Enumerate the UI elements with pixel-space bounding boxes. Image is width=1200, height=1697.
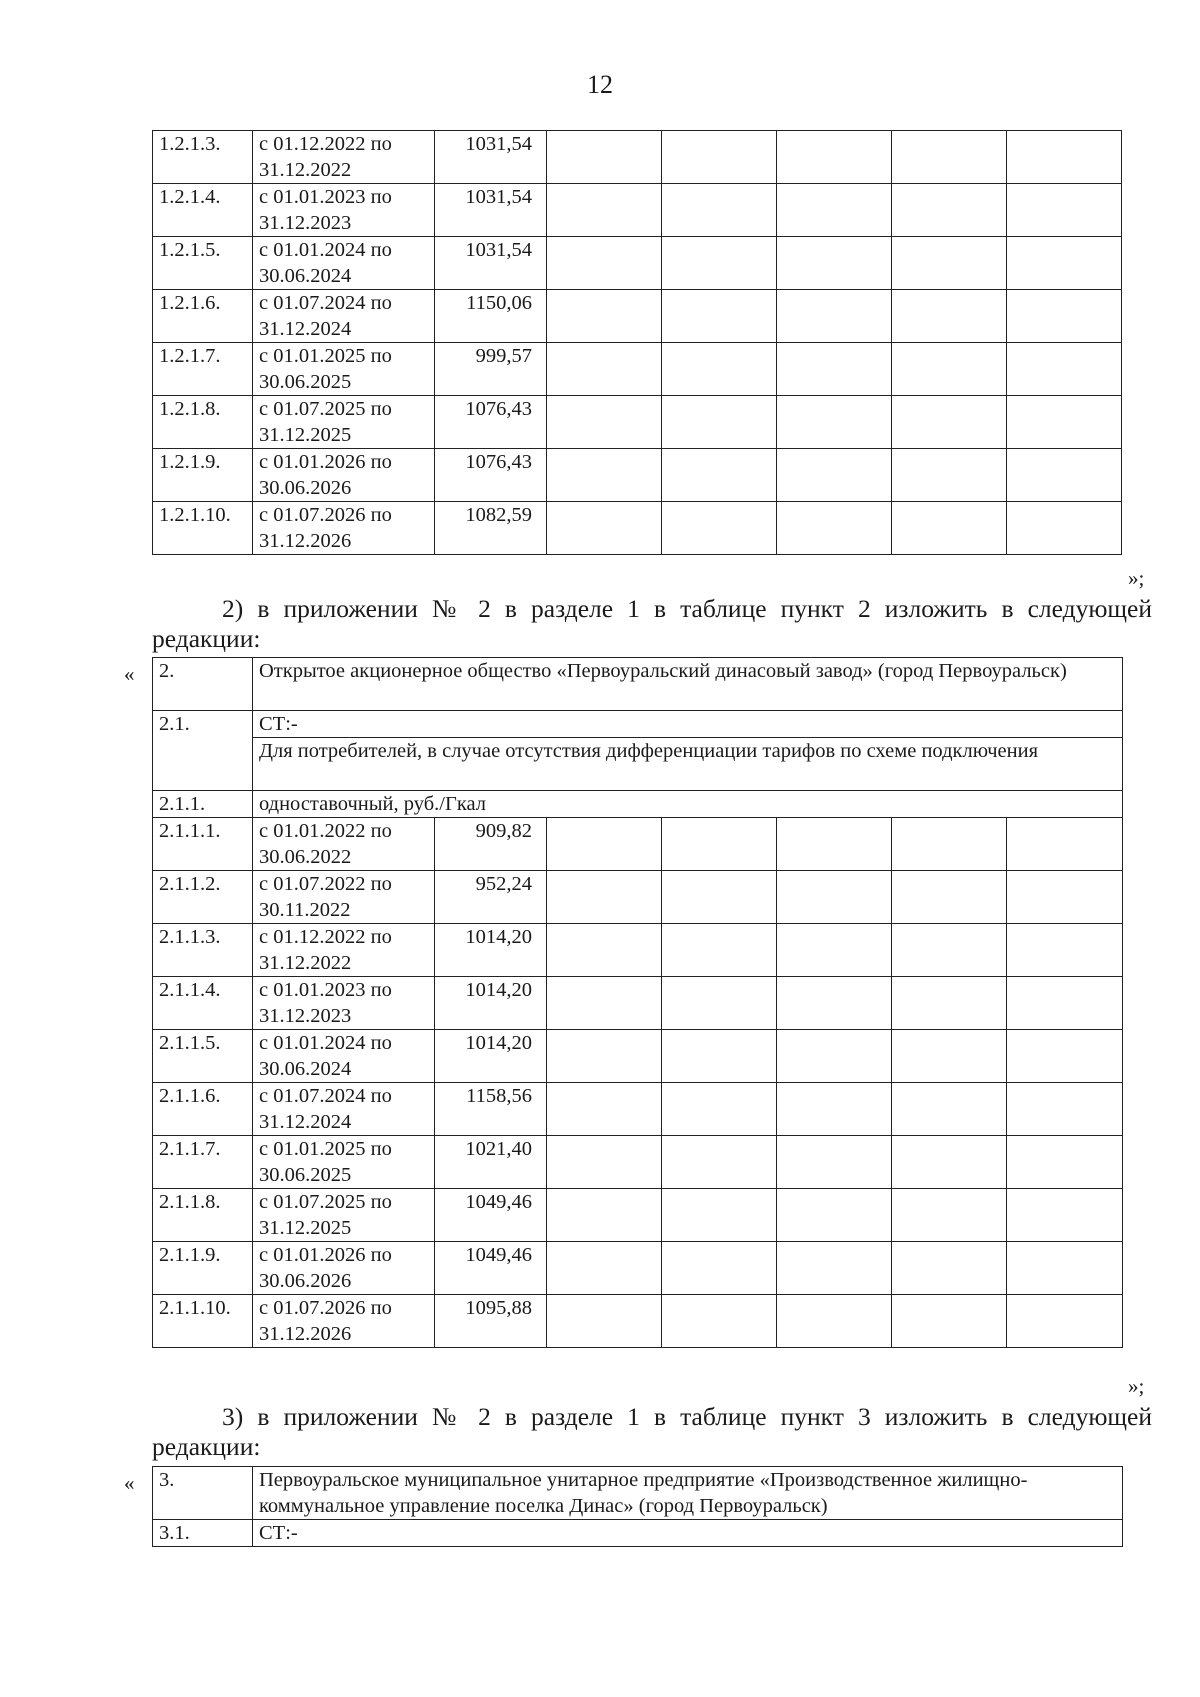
tariff-value: 952,24 bbox=[435, 871, 547, 924]
empty-cell bbox=[1007, 396, 1122, 449]
period-cell bbox=[253, 1083, 435, 1136]
period-start: с 01.07.2025 по bbox=[259, 1191, 392, 1213]
paragraph-item-2 bbox=[152, 594, 1152, 654]
empty-cell bbox=[1007, 343, 1122, 396]
period-cell bbox=[253, 1030, 435, 1083]
period-end: 30.06.2025 bbox=[259, 371, 352, 393]
tariff-value: 1049,46 bbox=[435, 1242, 547, 1295]
row-number: 2.1.1.7. bbox=[153, 1136, 253, 1189]
empty-cell bbox=[1007, 449, 1122, 502]
period-end: 30.06.2026 bbox=[259, 477, 352, 499]
empty-cell bbox=[547, 290, 662, 343]
period-end: 31.12.2023 bbox=[259, 212, 352, 234]
period-end: 31.12.2026 bbox=[259, 1323, 352, 1345]
empty-cell bbox=[547, 449, 662, 502]
empty-cell bbox=[777, 1295, 892, 1348]
tariff-value: 999,57 bbox=[435, 343, 547, 396]
empty-cell bbox=[892, 290, 1007, 343]
period-start: с 01.01.2024 по bbox=[259, 239, 392, 261]
period-cell bbox=[253, 343, 435, 396]
paragraph-line: редакции: bbox=[152, 624, 261, 653]
period-start: с 01.01.2025 по bbox=[259, 1138, 392, 1160]
empty-cell bbox=[892, 977, 1007, 1030]
tariff-value: 1031,54 bbox=[435, 184, 547, 237]
period-end: 31.12.2024 bbox=[259, 1111, 352, 1133]
empty-cell bbox=[892, 1083, 1007, 1136]
empty-cell bbox=[662, 449, 777, 502]
empty-cell bbox=[1007, 290, 1122, 343]
empty-cell bbox=[892, 1242, 1007, 1295]
empty-cell bbox=[1007, 977, 1123, 1030]
empty-cell bbox=[777, 1083, 892, 1136]
table-row bbox=[153, 290, 1122, 343]
empty-cell bbox=[1007, 871, 1123, 924]
tariff-value: 1031,54 bbox=[435, 237, 547, 290]
row-number: 3. bbox=[153, 1467, 253, 1520]
table-row bbox=[153, 1189, 1123, 1242]
enterprise-name: Первоуральское муниципальное унитарное предприятие «Производственное жилищно-коммунальное управление поселка Динас» (город Первоуральск) bbox=[253, 1467, 1123, 1520]
row-number: 2.1.1.4. bbox=[153, 977, 253, 1030]
row-number: 2.1. bbox=[153, 711, 253, 791]
table-row bbox=[153, 396, 1122, 449]
row-number: 1.2.1.4. bbox=[153, 184, 253, 237]
period-start: с 01.07.2026 по bbox=[259, 504, 392, 526]
table-row bbox=[153, 449, 1122, 502]
period-start: с 01.01.2026 по bbox=[259, 451, 392, 473]
table-row bbox=[153, 871, 1123, 924]
table-row bbox=[153, 711, 1123, 738]
empty-cell bbox=[547, 1083, 662, 1136]
row-number: 2.1.1. bbox=[153, 791, 253, 818]
period-cell bbox=[253, 290, 435, 343]
table-row bbox=[153, 184, 1122, 237]
period-end: 30.11.2022 bbox=[259, 899, 351, 921]
tariff-value: 1076,43 bbox=[435, 396, 547, 449]
empty-cell bbox=[777, 184, 892, 237]
empty-cell bbox=[547, 1242, 662, 1295]
empty-cell bbox=[662, 1030, 777, 1083]
empty-cell bbox=[777, 290, 892, 343]
empty-cell bbox=[892, 1136, 1007, 1189]
empty-cell bbox=[1007, 818, 1123, 871]
empty-cell bbox=[547, 1030, 662, 1083]
period-end: 30.06.2026 bbox=[259, 1270, 352, 1292]
period-end: 30.06.2022 bbox=[259, 846, 352, 868]
empty-cell bbox=[892, 871, 1007, 924]
tariff-table-1 bbox=[152, 130, 1122, 555]
period-cell bbox=[253, 396, 435, 449]
empty-cell bbox=[547, 184, 662, 237]
period-start: с 01.07.2025 по bbox=[259, 398, 392, 420]
period-end: 31.12.2022 bbox=[259, 952, 352, 974]
period-cell bbox=[253, 1242, 435, 1295]
table-row bbox=[153, 658, 1123, 711]
table-row bbox=[153, 738, 1123, 791]
period-end: 30.06.2025 bbox=[259, 1164, 352, 1186]
period-end: 30.06.2024 bbox=[259, 265, 352, 287]
empty-cell bbox=[777, 1136, 892, 1189]
empty-cell bbox=[662, 1136, 777, 1189]
paragraph-line: 3) в приложении № 2 в разделе 1 в таблице пункт 3 изложить в следующей bbox=[222, 1402, 1152, 1431]
row-number: 2.1.1.6. bbox=[153, 1083, 253, 1136]
empty-cell bbox=[892, 449, 1007, 502]
opening-quote-2: « bbox=[124, 662, 135, 686]
empty-cell bbox=[547, 343, 662, 396]
enterprise-name: Открытое акционерное общество «Первоуральский динасовый завод» (город Первоуральск) bbox=[253, 658, 1123, 711]
system-label: СТ:- bbox=[253, 711, 1123, 738]
empty-cell bbox=[777, 237, 892, 290]
tariff-value: 1031,54 bbox=[435, 131, 547, 184]
period-cell bbox=[253, 237, 435, 290]
empty-cell bbox=[662, 1242, 777, 1295]
table-row bbox=[153, 1520, 1123, 1547]
empty-cell bbox=[777, 977, 892, 1030]
tariff-value: 1049,46 bbox=[435, 1189, 547, 1242]
tariff-value: 1082,59 bbox=[435, 502, 547, 555]
paragraph-line: редакции: bbox=[152, 1432, 261, 1461]
period-cell bbox=[253, 502, 435, 555]
period-cell bbox=[253, 131, 435, 184]
empty-cell bbox=[1007, 924, 1123, 977]
row-number: 2.1.1.2. bbox=[153, 871, 253, 924]
empty-cell bbox=[777, 1030, 892, 1083]
period-start: с 01.07.2022 по bbox=[259, 873, 392, 895]
empty-cell bbox=[892, 818, 1007, 871]
empty-cell bbox=[1007, 1083, 1123, 1136]
row-number: 1.2.1.7. bbox=[153, 343, 253, 396]
empty-cell bbox=[892, 1295, 1007, 1348]
empty-cell bbox=[662, 131, 777, 184]
period-cell bbox=[253, 184, 435, 237]
empty-cell bbox=[547, 1136, 662, 1189]
tariff-table-2 bbox=[152, 657, 1123, 1348]
row-number: 1.2.1.10. bbox=[153, 502, 253, 555]
period-cell bbox=[253, 449, 435, 502]
tariff-value: 1014,20 bbox=[435, 977, 547, 1030]
period-end: 31.12.2025 bbox=[259, 424, 352, 446]
table-row bbox=[153, 1030, 1123, 1083]
table-row bbox=[153, 343, 1122, 396]
empty-cell bbox=[892, 502, 1007, 555]
tariff-value: 1014,20 bbox=[435, 924, 547, 977]
empty-cell bbox=[777, 924, 892, 977]
period-cell bbox=[253, 977, 435, 1030]
empty-cell bbox=[547, 924, 662, 977]
period-cell bbox=[253, 924, 435, 977]
empty-cell bbox=[777, 131, 892, 184]
empty-cell bbox=[547, 396, 662, 449]
tariff-value: 1076,43 bbox=[435, 449, 547, 502]
empty-cell bbox=[892, 1189, 1007, 1242]
period-cell bbox=[253, 871, 435, 924]
table-row bbox=[153, 1295, 1123, 1348]
empty-cell bbox=[662, 818, 777, 871]
period-start: с 01.12.2022 по bbox=[259, 926, 392, 948]
consumers-label: Для потребителей, в случае отсутствия дифференциации тарифов по схеме подключения bbox=[253, 738, 1123, 791]
period-start: с 01.01.2026 по bbox=[259, 1244, 392, 1266]
empty-cell bbox=[547, 818, 662, 871]
period-end: 31.12.2023 bbox=[259, 1005, 352, 1027]
page-number: 12 bbox=[587, 70, 613, 99]
period-start: с 01.01.2025 по bbox=[259, 345, 392, 367]
closing-quote-2: »; bbox=[1128, 1374, 1145, 1398]
empty-cell bbox=[662, 184, 777, 237]
paragraph-item-3 bbox=[152, 1402, 1152, 1462]
period-end: 31.12.2026 bbox=[259, 530, 352, 552]
empty-cell bbox=[662, 290, 777, 343]
empty-cell bbox=[662, 924, 777, 977]
empty-cell bbox=[547, 1295, 662, 1348]
empty-cell bbox=[547, 871, 662, 924]
system-label: СТ:- bbox=[253, 1520, 1123, 1547]
empty-cell bbox=[892, 184, 1007, 237]
empty-cell bbox=[892, 1030, 1007, 1083]
empty-cell bbox=[777, 818, 892, 871]
empty-cell bbox=[662, 1083, 777, 1136]
empty-cell bbox=[662, 343, 777, 396]
row-number: 1.2.1.5. bbox=[153, 237, 253, 290]
period-start: с 01.01.2023 по bbox=[259, 979, 392, 1001]
period-cell bbox=[253, 1136, 435, 1189]
empty-cell bbox=[662, 1189, 777, 1242]
period-start: с 01.01.2024 по bbox=[259, 1032, 392, 1054]
tariff-value: 1150,06 bbox=[435, 290, 547, 343]
empty-cell bbox=[777, 1189, 892, 1242]
empty-cell bbox=[547, 131, 662, 184]
period-cell bbox=[253, 818, 435, 871]
row-number: 1.2.1.3. bbox=[153, 131, 253, 184]
empty-cell bbox=[662, 502, 777, 555]
period-end: 31.12.2022 bbox=[259, 159, 352, 181]
row-number: 2.1.1.3. bbox=[153, 924, 253, 977]
empty-cell bbox=[1007, 184, 1122, 237]
empty-cell bbox=[1007, 1136, 1123, 1189]
period-start: с 01.07.2024 по bbox=[259, 1085, 392, 1107]
table-row bbox=[153, 131, 1122, 184]
row-number: 2.1.1.10. bbox=[153, 1295, 253, 1348]
row-number: 1.2.1.9. bbox=[153, 449, 253, 502]
period-end: 31.12.2025 bbox=[259, 1217, 352, 1239]
row-number: 3.1. bbox=[153, 1520, 253, 1547]
empty-cell bbox=[777, 343, 892, 396]
row-number: 1.2.1.8. bbox=[153, 396, 253, 449]
empty-cell bbox=[892, 343, 1007, 396]
empty-cell bbox=[662, 237, 777, 290]
empty-cell bbox=[777, 871, 892, 924]
table-row bbox=[153, 977, 1123, 1030]
empty-cell bbox=[662, 396, 777, 449]
empty-cell bbox=[662, 871, 777, 924]
empty-cell bbox=[777, 396, 892, 449]
rate-label: одноставочный, руб./Гкал bbox=[253, 791, 1123, 818]
table-row bbox=[153, 1083, 1123, 1136]
period-cell bbox=[253, 1189, 435, 1242]
table-row bbox=[153, 924, 1123, 977]
row-number: 2.1.1.8. bbox=[153, 1189, 253, 1242]
table-row bbox=[153, 1467, 1123, 1520]
empty-cell bbox=[892, 396, 1007, 449]
opening-quote-3: « bbox=[124, 1471, 135, 1495]
row-number: 2.1.1.1. bbox=[153, 818, 253, 871]
period-start: с 01.07.2026 по bbox=[259, 1297, 392, 1319]
row-number: 1.2.1.6. bbox=[153, 290, 253, 343]
period-end: 31.12.2024 bbox=[259, 318, 352, 340]
period-start: с 01.01.2022 по bbox=[259, 820, 392, 842]
empty-cell bbox=[662, 977, 777, 1030]
row-number: 2. bbox=[153, 658, 253, 711]
empty-cell bbox=[1007, 1242, 1123, 1295]
empty-cell bbox=[1007, 131, 1122, 184]
table-row bbox=[153, 502, 1122, 555]
tariff-value: 1095,88 bbox=[435, 1295, 547, 1348]
table-row bbox=[153, 818, 1123, 871]
empty-cell bbox=[777, 449, 892, 502]
period-end: 30.06.2024 bbox=[259, 1058, 352, 1080]
table-row bbox=[153, 1136, 1123, 1189]
empty-cell bbox=[892, 924, 1007, 977]
tariff-value: 1021,40 bbox=[435, 1136, 547, 1189]
empty-cell bbox=[547, 502, 662, 555]
tariff-table-3 bbox=[152, 1466, 1123, 1547]
empty-cell bbox=[1007, 1295, 1123, 1348]
table-row bbox=[153, 791, 1123, 818]
tariff-value: 1158,56 bbox=[435, 1083, 547, 1136]
period-start: с 01.12.2022 по bbox=[259, 133, 392, 155]
table-row bbox=[153, 1242, 1123, 1295]
empty-cell bbox=[1007, 1189, 1123, 1242]
paragraph-line: 2) в приложении № 2 в разделе 1 в таблице пункт 2 изложить в следующей bbox=[222, 594, 1152, 623]
empty-cell bbox=[892, 131, 1007, 184]
empty-cell bbox=[892, 237, 1007, 290]
empty-cell bbox=[547, 1189, 662, 1242]
row-number: 2.1.1.5. bbox=[153, 1030, 253, 1083]
tariff-value: 1014,20 bbox=[435, 1030, 547, 1083]
period-start: с 01.01.2023 по bbox=[259, 186, 392, 208]
empty-cell bbox=[777, 502, 892, 555]
empty-cell bbox=[547, 237, 662, 290]
period-cell bbox=[253, 1295, 435, 1348]
tariff-value: 909,82 bbox=[435, 818, 547, 871]
empty-cell bbox=[777, 1242, 892, 1295]
empty-cell bbox=[1007, 237, 1122, 290]
empty-cell bbox=[1007, 1030, 1123, 1083]
closing-quote-1: »; bbox=[1128, 566, 1145, 590]
row-number: 2.1.1.9. bbox=[153, 1242, 253, 1295]
empty-cell bbox=[547, 977, 662, 1030]
table-row bbox=[153, 237, 1122, 290]
period-start: с 01.07.2024 по bbox=[259, 292, 392, 314]
empty-cell bbox=[662, 1295, 777, 1348]
empty-cell bbox=[1007, 502, 1122, 555]
